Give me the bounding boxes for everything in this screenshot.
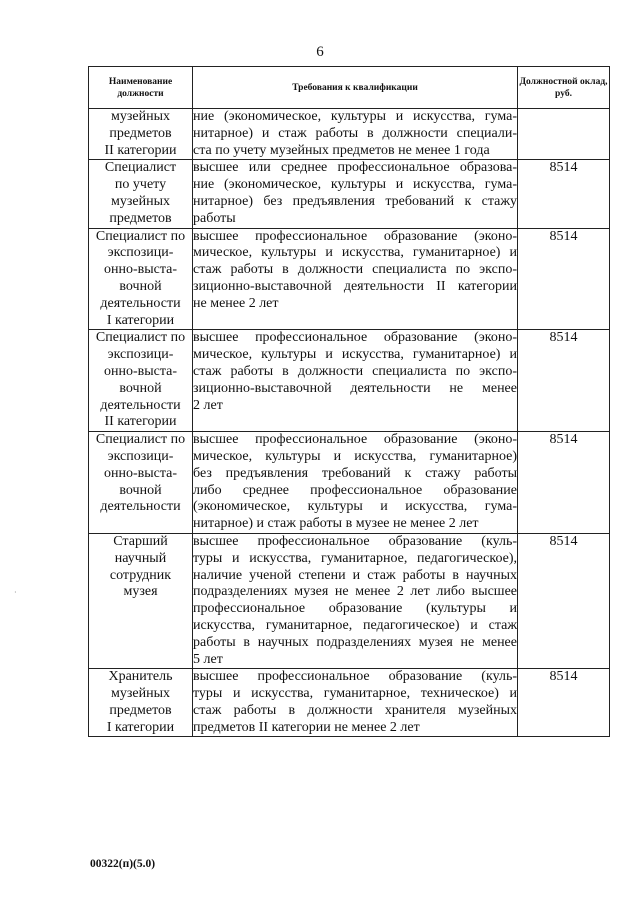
requirements-line: либо среднее профессиональное образование <box>193 482 517 498</box>
requirements-cell <box>193 533 518 668</box>
requirements-cell <box>193 160 518 228</box>
position-name-cell <box>89 228 193 330</box>
requirements-line: профессиональное образование (культуры и <box>193 601 517 617</box>
requirements-line: нитарное) без предъявления требований к стажу <box>193 193 517 209</box>
header-row <box>89 67 610 109</box>
requirements-cell <box>193 669 518 737</box>
position-name-line: по учету <box>114 177 167 193</box>
requirements-line: подразделениях музея не менее 2 лет либо высшее <box>193 584 517 600</box>
position-name-line: экспозици- <box>107 245 174 261</box>
requirements-line: 5 лет <box>193 651 223 667</box>
header-position-name: Наименование должности <box>89 67 193 109</box>
salary-cell: 8514 <box>518 160 610 228</box>
position-name-line: Старший <box>113 533 168 549</box>
requirements-line: высшее профессиональное образование (эконо- <box>193 228 517 244</box>
position-name-line: Специалист <box>104 160 177 176</box>
salary-cell: 8514 <box>518 533 610 668</box>
salary-cell: 8514 <box>518 228 610 330</box>
requirements-line: без предъявления требований к стажу работы <box>193 465 517 481</box>
position-name-line: Специалист по <box>95 228 186 244</box>
header-salary: Должностной оклад, руб. <box>518 67 610 109</box>
requirements-line: ние (экономическое, культуры и искусства, гума- <box>193 177 517 193</box>
requirements-line: стаж работы в должности специалиста по экспо- <box>193 262 517 278</box>
requirements-line: высшее профессиональное образование (куль- <box>193 669 517 685</box>
requirements-line: не менее 2 лет <box>193 295 279 311</box>
requirements-line: высшее профессиональное образование (куль- <box>193 533 517 549</box>
requirements-line: мическое, культуры и искусства, гуманитарное) <box>193 448 517 464</box>
position-name-line: музея <box>123 584 158 600</box>
position-name-line: экспозици- <box>107 347 174 363</box>
salary-cell: 8514 <box>518 432 610 534</box>
position-name-line: вочной <box>119 482 162 498</box>
position-name-line: Хранитель <box>108 669 173 685</box>
requirements-line: высшее профессиональное образование (эконо- <box>193 432 517 448</box>
salary-cell <box>518 109 610 160</box>
table-row <box>89 160 610 228</box>
requirements-line: 2 лет <box>193 397 223 413</box>
position-name-cell <box>89 533 193 668</box>
position-name-line: предметов <box>109 702 172 718</box>
document-code: 00322(п)(5.0) <box>90 858 156 870</box>
requirements-cell <box>193 432 518 534</box>
position-name-line: онно-выста- <box>103 465 178 481</box>
position-name-line: I категории <box>106 719 175 735</box>
position-name-cell <box>89 160 193 228</box>
header-requirements: Требования к квалификации <box>193 67 518 109</box>
position-name-line: Специалист по <box>95 330 186 346</box>
position-name-cell <box>89 432 193 534</box>
requirements-line: мическое, культуры и искусства, гуманитарное) и <box>193 347 517 363</box>
position-name-line: сотрудник <box>109 567 172 583</box>
requirements-cell <box>193 228 518 330</box>
salary-cell: 8514 <box>518 330 610 432</box>
table-row <box>89 330 610 432</box>
requirements-line: высшее или среднее профессиональное образова- <box>193 160 517 176</box>
position-name-line: деятельности <box>100 295 181 311</box>
requirements-line: зиционно-выставочной деятельности II категории <box>193 278 517 294</box>
position-name-line: II категории <box>104 142 177 158</box>
position-name-line: научный <box>114 550 167 566</box>
scan-edge-mark: · <box>14 588 17 597</box>
requirements-cell <box>193 109 518 160</box>
position-name-cell <box>89 330 193 432</box>
requirements-line: зиционно-выставочной деятельности не менее <box>193 380 517 396</box>
table-row <box>89 432 610 534</box>
requirements-line: туры и искусства, гуманитарное, педагогическое), <box>193 550 517 566</box>
requirements-line: наличие ученой степени и стаж работы в научных <box>193 567 517 583</box>
table-row <box>89 228 610 330</box>
position-name-cell <box>89 669 193 737</box>
page-number: 6 <box>316 44 324 60</box>
requirements-line: туры и искусства, гуманитарное, техническое) и <box>193 686 517 702</box>
position-name-line: онно-выста- <box>103 262 178 278</box>
table-body <box>89 109 610 737</box>
position-name-line: Специалист по <box>95 432 186 448</box>
requirements-line: работы в научных подразделениях музея не менее <box>193 634 517 650</box>
position-name-cell <box>89 109 193 160</box>
position-name-line: экспозици- <box>107 448 174 464</box>
position-name-line: вочной <box>119 380 162 396</box>
requirements-line: нитарное) и стаж работы в музее не менее 2 лет <box>193 516 479 532</box>
position-name-line: музейных <box>111 193 170 209</box>
qualification-table <box>88 66 610 737</box>
position-name-line: II категории <box>104 414 177 430</box>
position-name-line: деятельности <box>100 397 181 413</box>
table-row <box>89 669 610 737</box>
table-header <box>89 67 610 109</box>
position-name-line: музейных <box>111 109 170 124</box>
requirements-line: высшее профессиональное образование (эконо- <box>193 330 517 346</box>
position-name-line: музейных <box>111 686 170 702</box>
position-name-line: вочной <box>119 278 162 294</box>
position-name-line: предметов <box>109 125 172 141</box>
table-row <box>89 109 610 160</box>
position-name-line: деятельности <box>100 499 181 515</box>
requirements-line: стаж работы в должности хранителя музейных <box>193 702 517 718</box>
position-name-line: онно-выста- <box>103 363 178 379</box>
position-name-line: I категории <box>106 312 175 328</box>
requirements-line: стаж работы в должности специалиста по экспо- <box>193 363 517 379</box>
requirements-line: ста по учету музейных предметов не менее 1 года <box>193 142 490 158</box>
salary-cell: 8514 <box>518 669 610 737</box>
requirements-line: мическое, культуры и искусства, гуманитарное) и <box>193 245 517 261</box>
table-row <box>89 533 610 668</box>
requirements-line: работы <box>193 210 236 226</box>
requirements-line: (экономическое, культуры и искусства, гума- <box>193 499 517 515</box>
requirements-line: нитарное) и стаж работы в должности специали- <box>193 125 517 141</box>
requirements-line: искусства, гуманитарное, педагогическое) и стаж <box>193 617 517 633</box>
requirements-line: ние (экономическое, культуры и искусства, гума- <box>193 109 517 124</box>
requirements-cell <box>193 330 518 432</box>
position-name-line: предметов <box>109 210 172 226</box>
requirements-line: предметов II категории не менее 2 лет <box>193 719 420 735</box>
